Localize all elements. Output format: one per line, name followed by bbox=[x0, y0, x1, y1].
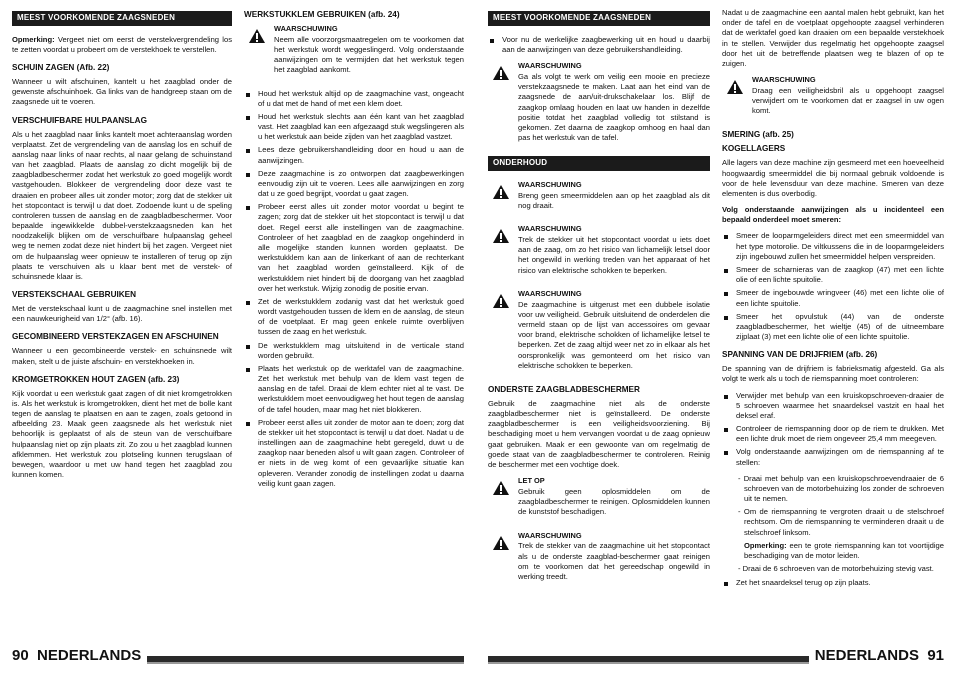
list-item: Voor nu de werkelijke zaagbewerking uit en houd u daarbij aan de aanwijzingen van deze gebruikershandleiding. bbox=[488, 35, 710, 55]
warning-icon bbox=[488, 531, 518, 589]
section-banner-onderhoud: ONDERHOUD bbox=[488, 156, 710, 171]
intro-list bbox=[488, 35, 710, 55]
list-item: Houd het werkstuk slechts aan één kant van het zaagblad vast. Het zaagblad kan een afgezaagd stuk wegslingeren als u het werkstuk aan beide zijden van het zaagblad vastzet. bbox=[244, 112, 464, 143]
warning-text: Trek de stekker uit het stopcontact voordat u iets doet aan de zaag, om zo het risico van lichamelijk letsel door het ongewild in werking treden van het apparaat of het risico van elektrische schokken te beperken. bbox=[518, 235, 710, 275]
page-number: 90 bbox=[12, 647, 29, 664]
paragraph-zaagsel: Nadat u de zaagmachine een aantal malen hebt gebruikt, kan het onder de tafel en de voetplaat opgehoopte zaagsel verhinderen dat de werktafel goed kan draaien om een bepaalde verstekhoek in te stellen. Verwijder dus regelmatig het opgehoopte zaagsel door het uit de betreffende plaatsen weg te blazen of op te zuigen. bbox=[722, 8, 944, 68]
heading-smering: SMERING (afb. 25) bbox=[722, 130, 794, 140]
warning-title: WAARSCHUWING bbox=[518, 61, 582, 71]
drijfriem-list bbox=[722, 391, 944, 468]
paragraph-kromgetrokken: Kijk voordat u een werkstuk gaat zagen of dit niet kromgetrokken is. Als het werkstuk is kromgetrokken, dient het met de bolle kant tegen de aanslag te plaatsen en aan te zagen, zoals getoond in afbeelding 23. Maak geen zaagsnede als het werkstuk niet behoorlijk is geplaatst of als de steun van de verschuifbare hulpaanslag niet op zijn plaats zit. Zo zou u het zaagblad kunnen afklemmen. Het werkstuk zou plotseling kunnen terugslaan of bewegen, waardoor u met uw hand tegen het zaagblad zou kunnen komen. bbox=[12, 388, 232, 480]
list-item: Smeer de ingebouwde wringveer (46) met een lichte olie of een lichte spuitolie. bbox=[722, 288, 944, 308]
list-item: Probeer eerst alles uit zonder de motor aan te doen; zorg dat de stekker uit het stopcontact is terwijl u dat doet. Nadat u de instellingen aan de zaagmachine hebt geregeld, duwt u de zaagkop naar beneden alsof u wilt gaan zagen. Controleer of er niets in de weg komt of een gevaarlijke situatie kan opleveren. Verander zonodig de instellingen zodat u daarna veilig kunt gaan zagen. bbox=[244, 418, 464, 489]
list-item: Lees deze gebruikershandleiding door en houd u aan de aanwijzingen. bbox=[244, 145, 464, 165]
warning-block bbox=[244, 24, 464, 82]
note-label: Opmerking: bbox=[12, 34, 55, 44]
paragraph-kogellagers: Alle lagers van deze machine zijn gesmeerd met een hoeveelheid hoogwaardig smeermiddel die bij normaal gebruik voldoende is voor de hele levensduur van deze machine. Smeren van deze elementen is dus overbodig. bbox=[722, 158, 944, 198]
page-language: NEDERLANDS bbox=[814, 647, 919, 664]
heading-hulpaanslag: VERSCHUIFBARE HULPAANSLAG bbox=[12, 115, 147, 125]
paragraph-hulpaanslag: Als u het zaagblad naar links kantelt moet achteraanslag worden verplaatst. Zet de vergrendeling van de aanslag los en schuif de aanslag naar links of naar rechts, al naar gelang de schuinstand van het zaagblad. Plaats de aanslag zo dicht mogelijk bij de zaagbladbeschermer zodat het werkstuk zo goed mogelijk wordt vastgehouden. Blokkeer de vergrendeling door deze vast te draaien en probeer alles uit zonder motor; zorg dat de stekker uit het stopcontact is terwijl u dat doet. Zodoende kunt u de speling controleren tussen de aanslag en de zaagbladbeschermer. Voor bepaalde ingewikkelde dubbel-verstekzaagsneden kan het noodzakelijk blijken om de verschuifbare hulpaanslag geheel weg te nemen zodat deze niet hindert bij het zagen. Vergeet niet om de hulpaanslag weer opnieuw te installeren of terug op zijn plaats te verschuiven als u klaar bent met de verstek- of schuinsnede klaar is. bbox=[12, 129, 232, 281]
list-item: Smeer het opvulstuk (44) van de onderste zaagbladbeschermer, het wieltje (45) of de uitneembare zijplaat (3) met een lichte olie of een lichte spuitolie. bbox=[722, 312, 944, 343]
note-label: Opmerking: bbox=[744, 540, 787, 550]
caution-title: LET OP bbox=[518, 476, 545, 486]
heading-werkstukklem: WERKSTUKKLEM GEBRUIKEN (afb. 24) bbox=[244, 10, 400, 19]
warning-title: WAARSCHUWING bbox=[518, 530, 582, 540]
column-1 bbox=[12, 8, 232, 486]
warning-text: Draag een veiligheidsbril als u opgehoopt zaagsel verwijdert om te voorkomen dat er zaagsel in uw ogen komt. bbox=[752, 85, 944, 116]
heading-onderste-beschermer: ONDERSTE ZAAGBLADBESCHERMER bbox=[488, 384, 640, 394]
warning-text: Breng geen smeermiddelen aan op het zaagblad als dit nog draait. bbox=[518, 190, 710, 210]
column-3 bbox=[488, 8, 710, 595]
list-item: Deze zaagmachine is zo ontworpen dat zaagbewerkingen eenvoudig zijn uit te voeren. Lees alle aanwijzingen en zorg dat u ze goed begrijpt, voordat u gaat zagen. bbox=[244, 169, 464, 200]
caution-block bbox=[488, 476, 710, 523]
warning-icon bbox=[488, 180, 518, 217]
list-item: Smeer de looparmgeleiders direct met een smeermiddel van het type motorolie. De viltkussens die in de looparmgeleiders zijn ingebouwd zullen het smeermiddel helpen verspreiden. bbox=[722, 231, 944, 262]
list-item: Houd het werkstuk altijd op de zaagmachine vast, ongeacht of u dat met de hand of met een klem doet. bbox=[244, 89, 464, 109]
warning-text: Neem alle voorzorgsmaatregelen om te voorkomen dat het werkstuk wordt weggeslingerd. Volg onderstaande aanwijzingen om te vermijden dat het werkstuk tegen het zaagblad aankomt. bbox=[274, 34, 464, 75]
heading-kromgetrokken: KROMGETROKKEN HOUT ZAGEN (afb. 23) bbox=[12, 374, 180, 384]
warning-text: Ga als volgt te werk om veilig een mooie en precieze verstekzaagsnede te maken. Laat aan het eind van de zaagsnede de aan/uit-drukschakelaar los. Blijf de zaagkop omlaag houden en laat uw handen in dezelfde positie totdat het zaagblad volledig tot stilstand is gekomen. Zet daarna de zaagkop omhoog en haal dan pas het werkstuk van de tafel. bbox=[518, 71, 710, 143]
smering-list bbox=[722, 231, 944, 342]
note-paragraph bbox=[12, 35, 232, 55]
warning-icon bbox=[722, 75, 752, 122]
warning-title: WAARSCHUWING bbox=[518, 179, 582, 189]
page-number: 91 bbox=[927, 647, 944, 664]
warning-title: WAARSCHUWING bbox=[274, 23, 338, 33]
list-item: De werkstukklem mag uitsluitend in de verticale stand worden gebruikt. bbox=[244, 341, 464, 361]
paragraph-smeer-instructie: Volg onderstaande aanwijzingen als u incidenteel een bepaald onderdeel moet smeren: bbox=[722, 205, 944, 225]
page-footer-label bbox=[12, 647, 147, 664]
warning-block bbox=[722, 75, 944, 122]
heading-gecombineerd: GECOMBINEERD VERSTEKZAGEN EN AFSCHUINEN bbox=[12, 332, 219, 342]
page-footer-label bbox=[809, 647, 944, 664]
paragraph-onderste-beschermer: Gebruik de zaagmachine niet als de onderste zaagbladbeschermer niet is geïnstalleerd. De onderste zaagbladbeschermer is een veiligheidsvoorziening. Bij beschadiging moet u hem vervangen voordat u de zaag opnieuw gaat gebruiken. Maak er een gewoonte van om regelmatig de goede staat van de zaagbladbeschermer te controleren. Reinig de beschermer met een vochtige doek. bbox=[488, 398, 710, 469]
note-text: een te grote riemspanning kan tot voortijdige beschadiging van de motor leiden. bbox=[744, 540, 944, 560]
note-paragraph bbox=[722, 541, 944, 561]
warning-block bbox=[488, 289, 710, 377]
section-banner: MEEST VOORKOMENDE ZAAGSNEDEN bbox=[12, 11, 232, 26]
warning-title: WAARSCHUWING bbox=[752, 75, 816, 85]
heading-schuin-zagen: SCHUIN ZAGEN (Afb. 22) bbox=[12, 63, 110, 73]
paragraph-schuin-zagen: Wanneer u wilt afschuinen, kantelt u het zaagblad onder de gewenste afschuinhoek. Ga links van de handgreep staan om de zaagsnede uit te voeren. bbox=[12, 77, 232, 107]
warning-block bbox=[488, 61, 710, 149]
list-item: Controleer de riemspanning door op de riem te drukken. Met een lichte druk moet de riem ongeveer 25,4 mm meegeven. bbox=[722, 424, 944, 444]
warning-block bbox=[488, 531, 710, 589]
dash-item: - Om de riemspanning te vergroten draait u de stelschroef rechtsom. Om de riemspanning te verminderen draait u de stelschroef linksom. bbox=[738, 507, 944, 537]
caution-icon bbox=[488, 476, 518, 523]
note-text: Vergeet niet om eerst de verstekvergrendeling los te zetten voordat u probeert om de verstekhoek te verstellen. bbox=[12, 34, 232, 54]
list-item: Smeer de scharnieras van de zaagkop (47) met een lichte olie of een lichte spuitolie. bbox=[722, 265, 944, 285]
warning-block bbox=[488, 180, 710, 217]
drijfriem-final-list bbox=[722, 578, 944, 588]
list-item: Verwijder met behulp van een kruiskopschroeven-draaier de 5 schroeven waarmee het snaardeksel vastzit en haal het deksel eraf. bbox=[722, 391, 944, 422]
list-item: Probeer eerst alles uit zonder motor voordat u begint te zagen; zorg dat de stekker uit het stopcontact is terwijl u dat doet. Regel eerst alle instellingen van de zaagmachine. Controleer of het zaagblad en de zaagkop ongehinderd in alle mogelijke standen kunnen worden geplaatst. De werkstukklem kan aan de linkerkant of aan de rechterkant van het zaagblad worden geïnstalleerd. Kijk of de werkstukklem niet hindert bij de doorgang van het zaagblad over het werkstuk. Wijzig zonodig de positie ervan. bbox=[244, 202, 464, 294]
werkstukklem-list bbox=[244, 89, 464, 489]
dash-item: - Draai de 6 schroeven van de motorbehuizing stevig vast. bbox=[738, 564, 934, 574]
warning-icon bbox=[488, 61, 518, 149]
warning-title: WAARSCHUWING bbox=[518, 224, 582, 234]
warning-icon bbox=[244, 24, 274, 82]
heading-verstekschaal: VERSTEKSCHAAL GEBRUIKEN bbox=[12, 290, 137, 300]
warning-text: De zaagmachine is uitgerust met een dubbele isolatie voor uw veiligheid. Gebruik uitsluitend de onderdelen die vermeld staan op de lijst van accessoires om gevaar voor brand, elektrische schokken of lichamelijke letsel te beperken. Zet de zaag altijd weer net zo in elkaar als het oorspronkelijk was gemonteerd om het risico van elektrische schokken te beperken. bbox=[518, 299, 710, 370]
section-banner: MEEST VOORKOMENDE ZAAGSNEDEN bbox=[488, 11, 710, 26]
paragraph-gecombineerd: Wanneer u een gecombineerde verstek- en schuinsnede wilt maken, stelt u de juiste afschuin- en verstekhoeken in. bbox=[12, 346, 232, 366]
warning-text: Trek de stekker van de zaagmachine uit het stopcontact als u de onderste zaagblad-beschermer gaat reinigen om te voorkomen dat het gereedschap ongewild in werking treedt. bbox=[518, 541, 710, 581]
list-item: Volg onderstaande aanwijzingen om de riemspanning af te stellen: bbox=[722, 447, 944, 467]
list-item: Zet het snaardeksel terug op zijn plaats. bbox=[722, 578, 944, 588]
heading-drijfriem: SPANNING VAN DE DRIJFRIEM (afb. 26) bbox=[722, 350, 878, 360]
warning-block bbox=[488, 224, 710, 282]
footer-left bbox=[12, 648, 464, 665]
caution-text: Gebruik geen oplosmiddelen om de zaagbladbeschermer te reinigen. Oplosmiddelen kunnen de kunststof beschadigen. bbox=[518, 487, 710, 517]
dash-item: - Draai met behulp van een kruiskopschroevendraaier de 6 schroeven van de motorbehuizing los zonder de schroeven uit te nemen. bbox=[738, 473, 944, 504]
page-language: NEDERLANDS bbox=[37, 647, 142, 664]
warning-icon bbox=[488, 224, 518, 282]
warning-title: WAARSCHUWING bbox=[518, 288, 582, 298]
footer-right bbox=[488, 648, 944, 665]
list-item: Plaats het werkstuk op de werktafel van de zaagmachine. Zet het werkstuk met behulp van de klem vast tegen de aanslag en de tafel. Draai de klem echter niet al te vast. De werkstukklem moet eenvoudigweg het hout tegen de aanslag of de tafel houden, maar mag het niet blokkeren. bbox=[244, 364, 464, 415]
column-2 bbox=[244, 8, 464, 495]
paragraph-verstekschaal: Met de verstekschaal kunt u de zaagmachine snel instellen met een nauwkeurigheid van 1/2° (afb. 16). bbox=[12, 304, 232, 324]
list-item: Zet de werkstukklem zodanig vast dat het werkstuk goed wordt vastgehouden tussen de klem en de aanslag, de steun of de voetplaat. Er mag geen enkele ruimte overblijven tussen de zaag en het werkstuk. bbox=[244, 297, 464, 338]
subheading-kogellagers: KOGELLAGERS bbox=[722, 144, 786, 154]
column-4 bbox=[722, 8, 944, 594]
warning-icon bbox=[488, 289, 518, 377]
paragraph-drijfriem: De spanning van de drijfriem is fabrieksmatig afgesteld. Ga als volgt te werk als u toch de riemspanning moet controleren: bbox=[722, 364, 944, 384]
